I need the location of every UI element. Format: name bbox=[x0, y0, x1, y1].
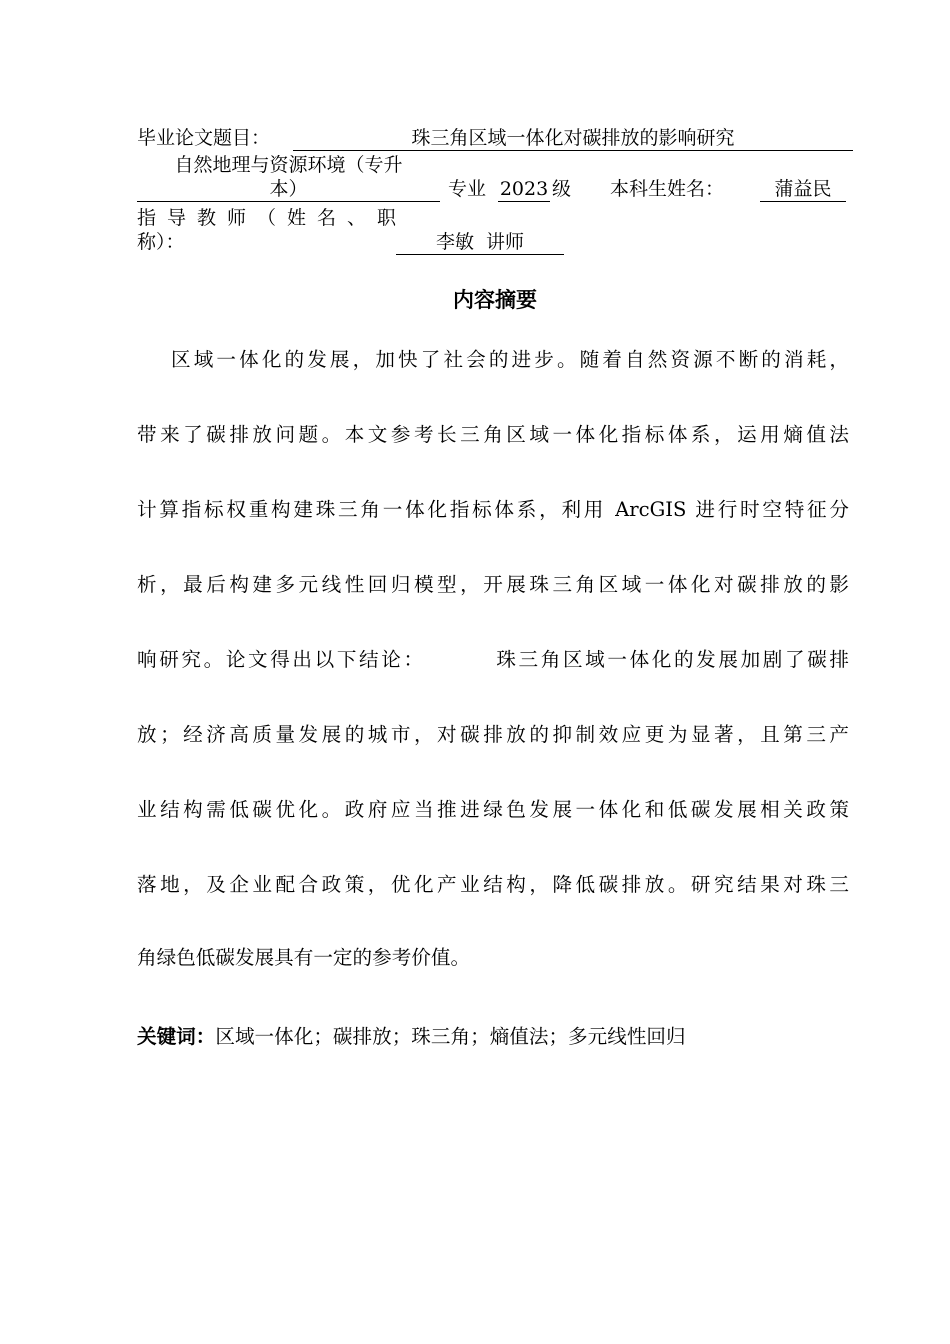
major-value-line1: 自然地理与资源环境（专升 bbox=[174, 154, 403, 176]
student-name-label: 本科生姓名： bbox=[610, 178, 725, 200]
abstract-line: 区域一体化的发展，加快了社会的进步。随着自然资源不断的消耗， bbox=[171, 348, 849, 371]
advisor-label-line1: 指导教师（姓名、职 bbox=[137, 207, 408, 229]
abstract-line: 放；经济高质量发展的城市，对碳排放的抑制效应更为显著，且第三产 bbox=[137, 723, 849, 746]
abstract-line: 响研究。论文得出以下结论： 珠三角区域一体化的发展加剧了碳排 bbox=[137, 648, 849, 671]
abstract-line: 析，最后构建多元线性回归模型，开展珠三角区域一体化对碳排放的影 bbox=[137, 573, 849, 596]
abstract-line: 落地，及企业配合政策，优化产业结构，降低碳排放。研究结果对珠三 bbox=[137, 873, 849, 896]
thesis-title-label: 毕业论文题目： bbox=[137, 127, 271, 149]
abstract-line: 业结构需低碳优化。政府应当推进绿色发展一体化和低碳发展相关政策 bbox=[137, 798, 849, 821]
year-suffix: 级 bbox=[552, 178, 572, 200]
major-label: 专业 bbox=[448, 178, 487, 200]
keywords-label: 关键词： bbox=[137, 1025, 216, 1048]
keywords-value: 区域一体化；碳排放；珠三角；熵值法；多元线性回归 bbox=[215, 1025, 686, 1048]
advisor-value: 李敏 讲师 bbox=[396, 230, 564, 255]
advisor-label-line2: 称）： bbox=[137, 231, 185, 253]
student-name-value: 蒲益民 bbox=[760, 177, 846, 202]
major-value bbox=[137, 153, 440, 202]
abstract-line: 计算指标权重构建珠三角一体化指标体系，利用 ArcGIS 进行时空特征分 bbox=[137, 498, 849, 521]
year-value: 2023 bbox=[499, 178, 549, 200]
abstract-line: 带来了碳排放问题。本文参考长三角区域一体化指标体系，运用熵值法 bbox=[137, 423, 849, 446]
thesis-title-value: 珠三角区域一体化对碳排放的影响研究 bbox=[293, 126, 853, 151]
abstract-line: 角绿色低碳发展具有一定的参考价值。 bbox=[137, 946, 471, 969]
major-value-line2: 本） bbox=[269, 178, 308, 200]
abstract-heading: 内容摘要 bbox=[453, 288, 537, 312]
keywords bbox=[137, 1023, 686, 1051]
